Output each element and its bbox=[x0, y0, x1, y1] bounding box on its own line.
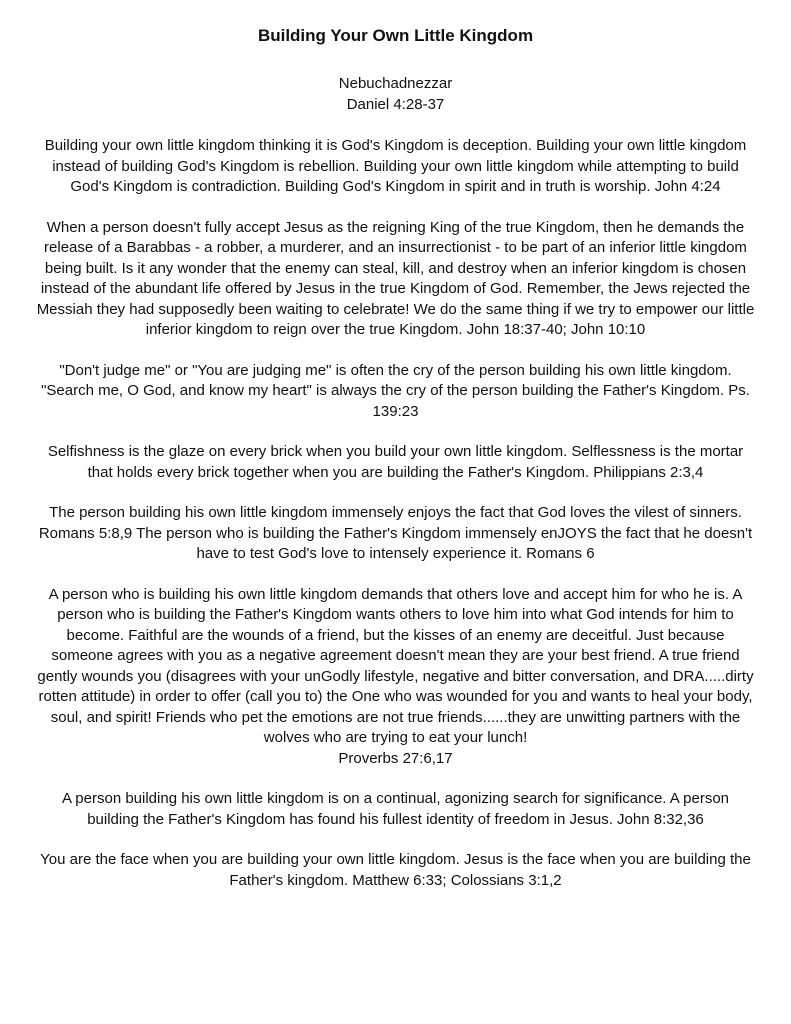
paragraph-7: A person building his own little kingdom is on a continual, agonizing search for significance. A person building the Father's Kingdom has found his fullest identity of freedom in Jesus. John 8:32,36 bbox=[61, 790, 730, 828]
author-name: Nebuchadnezzar bbox=[338, 75, 453, 92]
paragraph-5: The person building his own little kingdom immensely enjoys the fact that God loves the vilest of sinners. Romans 5:8,9 The person who is building the Father's Kingdom immensely enJOYS the fact that he doesn't have to test God's love to intensely experience it. Romans 6 bbox=[38, 504, 753, 562]
paragraph-1: Building your own little kingdom thinking it is God's Kingdom is deception. Building your own little kingdom instead of building God's Kingdom is rebellion. Building your own little kingdom while attempting to build God's Kingdom is contradiction. Building God's Kingdom in spirit and in truth is worship. John 4:24 bbox=[44, 137, 747, 195]
paragraph-6 bbox=[36, 585, 755, 770]
scripture-reference: Daniel 4:28-37 bbox=[346, 95, 445, 113]
paragraph-8: You are the face when you are building your own little kingdom. Jesus is the face when you are building the Father's kingdom. Matthew 6:33; Colossians 3:1,2 bbox=[40, 851, 751, 889]
paragraph-4: Selfishness is the glaze on every brick when you build your own little kingdom. Selflessness is the mortar that holds every brick together when you are building the Father's Kingdom. Philippians 2:3,4 bbox=[47, 443, 744, 481]
document-subtitle bbox=[36, 74, 755, 115]
paragraph-2: When a person doesn't fully accept Jesus as the reigning King of the true Kingdom, then he demands the release of a Barabbas - a robber, a murderer, and an insurrectionist - to be part of an inferior little kingdom being built. Is it any wonder that the enemy can steal, kill, and destroy when an inferior kingdom is chosen instead of the abundant life offered by Jesus in the true Kingdom of God. Remember, the Jews rejected the Messiah they had supposedly been waiting to celebrate! We do the same thing if we try to empower our little inferior kingdom to reign over the true Kingdom. John 18:37-40; John 10:10 bbox=[36, 218, 755, 338]
paragraph-6-reference: Proverbs 27:6,17 bbox=[338, 749, 453, 767]
document-title: Building Your Own Little Kingdom bbox=[257, 26, 534, 45]
paragraph-3: "Don't judge me" or "You are judging me" is often the cry of the person building his own little kingdom. "Search me, O God, and know my heart" is always the cry of the person building the Father's Kingdom. Ps. 139:23 bbox=[41, 361, 750, 420]
paragraph-6-text: A person who is building his own little kingdom demands that others love and accept him for who he is. A person who is building the Father's Kingdom wants others to love him into what God intends for him to become. Faithful are the wounds of a friend, but the kisses of an enemy are deceitful. Just because someone agrees with you as a negative agreement doesn't mean they are your best friend. A true friend gently wounds you (disagrees with your unGodly lifestyle, negative and bitter conversation, and DRA.....dirty rotten attitude) in order to offer (call you to) the One who was wounded for you and wants to heal your body, soul, and spirit! Friends who pet the emotions are not true friends......they are unwitting partners with the wolves who are trying to eat your lunch! bbox=[37, 585, 754, 746]
